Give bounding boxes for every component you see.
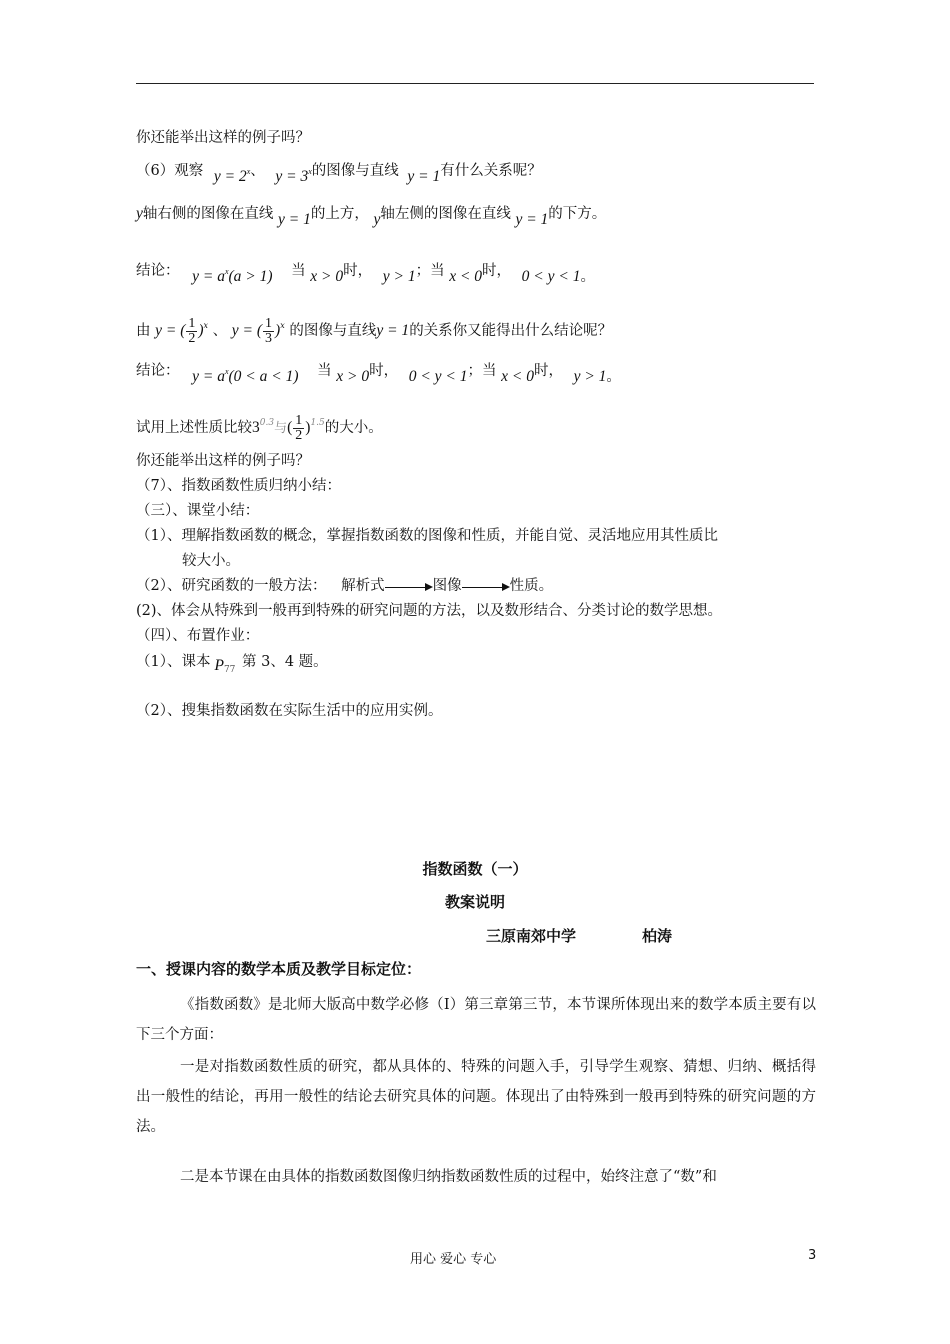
doc-title: 指数函数（一） bbox=[422, 860, 528, 878]
text-line: 你还能举出这样的例子吗？ bbox=[136, 453, 310, 469]
footer-motto: 用心 爱心 专心 bbox=[410, 1252, 497, 1267]
text-line: 结论： $y = a^x(0 < a < 1)$ 当 x > 0时， 0 < y < 1；当 x < 0时， y > 1。 bbox=[136, 363, 621, 385]
text-line: y轴右侧的图像在直线 y = 1的上方， y轴左侧的图像在直线 y = 1的下方。 bbox=[136, 205, 607, 228]
paragraph: 《指数函数》是北师大版高中数学必修（Ⅰ）第三章第三节，本节课所体现出来的数学本质主要有以下三个方面： bbox=[136, 997, 816, 1043]
text-line: （1）、理解指数函数的概念，掌握指数函数的图像和性质，并能自觉、灵活地应用其性质比 bbox=[136, 528, 718, 544]
fraction-one-half: $\frac{1}{2}$ bbox=[188, 315, 196, 346]
text-line: 较大小。 bbox=[182, 553, 240, 569]
school-name: 三原南郊中学 bbox=[486, 927, 577, 945]
fraction-one-half: $\frac{1}{2}$ bbox=[295, 412, 303, 443]
text-line: （7）、指数函数性质归纳小结： bbox=[136, 478, 341, 494]
text-line: （四）、布置作业： bbox=[136, 628, 260, 644]
paragraph: 一是对指数函数性质的研究，都从具体的、特殊的问题入手，引导学生观察、猜想、归纳、概括得出一般性的结论，再用一般性的结论去研究具体的问题。体现出了由特殊到一般再到特殊的研究问题的方法。 bbox=[136, 1059, 816, 1135]
doc-subtitle: 教案说明 bbox=[444, 893, 505, 911]
paragraph: 二是本节课在由具体的指数函数图像归纳指数函数性质的过程中，始终注意了“数”和 bbox=[180, 1169, 717, 1185]
text-line: （1）、课本 $P_{77}$ 第 3、4 题。 bbox=[136, 654, 328, 675]
header-rule bbox=[136, 83, 814, 84]
text-line: （2）、搜集指数函数在实际生活中的应用实例。 bbox=[136, 703, 443, 719]
text-line: 试用上述性质比较$3^{0.3}$与( $\frac{1}{2}$ )$^{1.5}$的大小。 bbox=[136, 412, 383, 443]
text-line: (2)、体会从特殊到一般再到特殊的研究问题的方法，以及数形结合、分类讨论的数学思想。 bbox=[136, 603, 723, 619]
arrow-right-icon bbox=[462, 581, 510, 591]
text-line: （三）、课堂小结： bbox=[136, 503, 260, 519]
text-line: （6）观察 $y = 2^x$、 $y = 3^x$的图像与直线 y = 1有什么关系呢？ bbox=[136, 163, 542, 185]
text-line: 由 y = ( $\frac{1}{2}$ )$^x$ 、 y = ( $\frac{1}{3}$ )$^x$ 的图像与直线y = 1的关系你又能得出什么结论呢？ bbox=[136, 315, 613, 346]
arrow-right-icon bbox=[385, 581, 433, 591]
section-heading: 一、授课内容的数学本质及教学目标定位： bbox=[136, 960, 422, 978]
text-line: 你还能举出这样的例子吗？ bbox=[136, 130, 310, 146]
fraction-one-third: $\frac{1}{3}$ bbox=[265, 315, 273, 346]
page-number: 3 bbox=[808, 1248, 817, 1263]
text-line: （2）、研究函数的一般方法： 解析式 图像 性质。 bbox=[136, 578, 554, 594]
author-name: 柏涛 bbox=[642, 927, 673, 945]
text-line: 结论： $y = a^x(a > 1)$ 当 x > 0时， y > 1；当 x < 0时， 0 < y < 1。 bbox=[136, 263, 595, 285]
